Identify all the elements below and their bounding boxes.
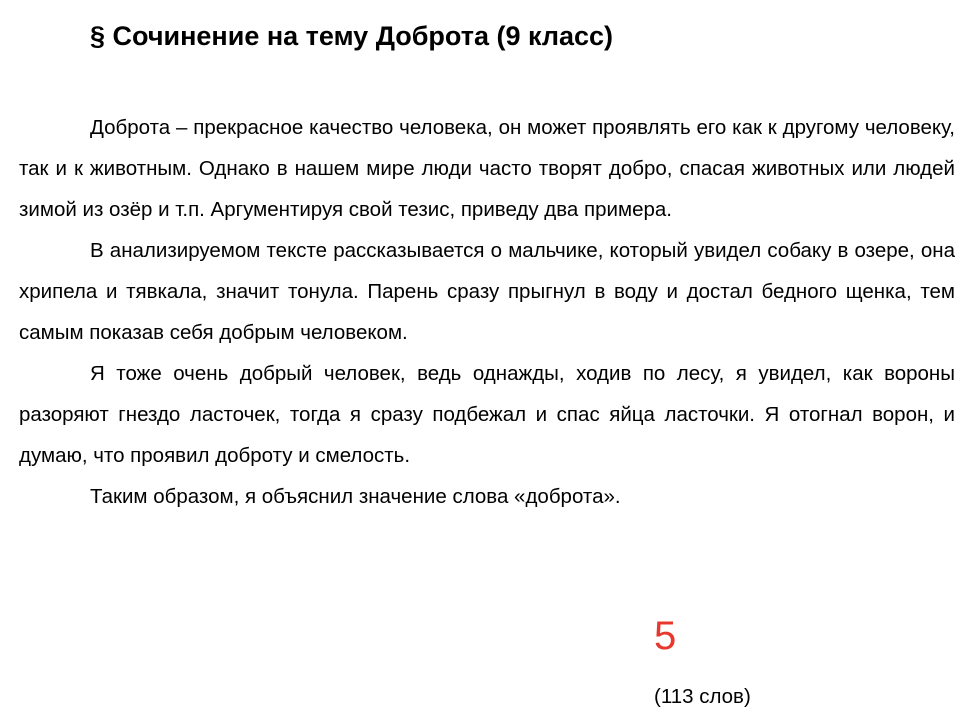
essay-paragraph-3: Я тоже очень добрый человек, ведь однажды, ходив по лесу, я увидел, как вороны разоряют гнездо ласточек, тогда я сразу подбежал и спас яйца ласточки. Я отогнал ворон, и думаю, что проявил доброту и смелость. (19, 362, 955, 467)
grade-mark: 5 (654, 614, 677, 658)
page-title: § Сочинение на тему Доброта (9 класс) (90, 21, 614, 51)
essay-paragraph-4: Таким образом, я объяснил значение слова «доброта». (90, 485, 621, 508)
essay-paragraph-1: Доброта – прекрасное качество человека, он может проявлять его как к другому человеку, так и к животным. Однако в нашем мире люди часто творят добро, спасая животных или людей зимой из озёр и т.п. Аргументируя свой тезис, приведу два примера. (19, 116, 955, 221)
word-count: (113 слов) (654, 685, 751, 708)
essay-paragraph-2: В анализируемом тексте рассказывается о мальчике, который увидел собаку в озере, она хрипела и тявкала, значит тонула. Парень сразу прыгнул в воду и достал бедного щенка, тем самым показав себя добрым человеком. (19, 239, 955, 344)
essay-body (19, 107, 955, 517)
